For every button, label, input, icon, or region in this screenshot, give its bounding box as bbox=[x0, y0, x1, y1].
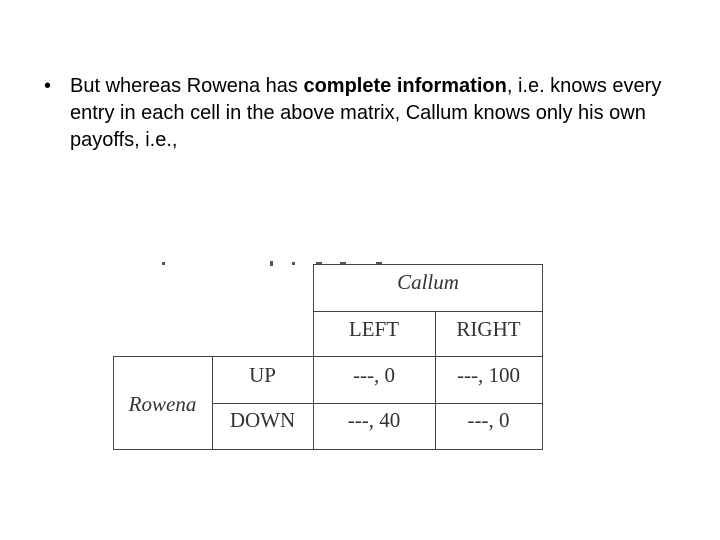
scan-mark bbox=[292, 262, 295, 265]
grid-line bbox=[113, 449, 543, 450]
grid-line bbox=[113, 356, 543, 357]
grid-line bbox=[313, 311, 543, 312]
bullet-text-before: But whereas Rowena has bbox=[70, 75, 304, 97]
payoff-cell-down-right: ---, 0 bbox=[467, 408, 510, 432]
scan-mark bbox=[270, 261, 273, 266]
bullet-marker: • bbox=[44, 75, 52, 97]
row-player-label: Rowena bbox=[128, 392, 197, 416]
grid-line bbox=[313, 264, 543, 265]
column-header-right: RIGHT bbox=[456, 317, 521, 341]
scan-mark bbox=[162, 262, 165, 265]
bullet-text-bold: complete information bbox=[303, 75, 507, 97]
bullet-text-after: , i.e. knows every entry in each cell in the above matrix, Callum knows only his own payoffs, i.e., bbox=[70, 75, 662, 151]
column-player-label: Callum bbox=[397, 270, 459, 294]
payoff-cell-down-left: ---, 40 bbox=[347, 408, 401, 432]
payoff-cell-up-left: ---, 0 bbox=[353, 363, 395, 387]
row-header-down: DOWN bbox=[229, 408, 296, 432]
grid-line bbox=[212, 403, 543, 404]
payoff-cell-up-right: ---, 100 bbox=[457, 363, 520, 387]
row-header-up: UP bbox=[249, 363, 276, 387]
column-header-left: LEFT bbox=[348, 317, 400, 341]
